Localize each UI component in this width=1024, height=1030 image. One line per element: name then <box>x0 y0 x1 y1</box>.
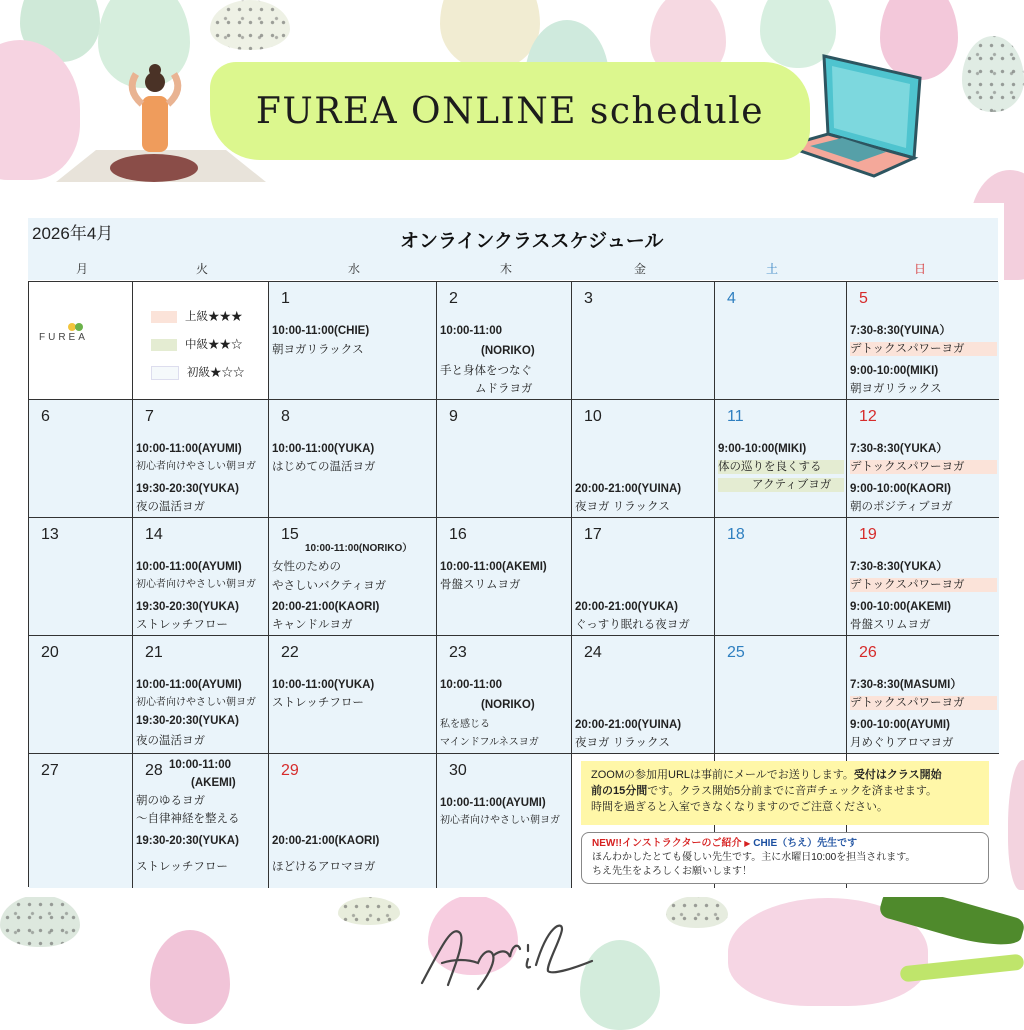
class-time: 9:00-10:00(MIKI) <box>850 365 939 377</box>
logo-cell <box>29 282 133 400</box>
day-cell <box>437 518 572 636</box>
new-instructor-greeting: ちえ先生をよろしくお願いします！ <box>592 866 752 877</box>
class-time: 7:30-8:30(MASUMI） <box>850 679 962 691</box>
class-time: 10:00-11:00(AYUMI) <box>440 797 546 809</box>
new-instructor-name: CHIE（ちえ）先生です <box>753 838 858 849</box>
class-name: 体の巡りを良くする <box>718 460 844 474</box>
day-number: 11 <box>727 408 744 425</box>
class-time: 19:30-20:30(YUKA) <box>136 715 239 727</box>
class-instructor: (AKEMI) <box>191 777 236 789</box>
day-cell <box>715 400 847 518</box>
april-signature <box>412 915 602 995</box>
day-cell <box>847 282 999 400</box>
day-number: 23 <box>449 644 467 661</box>
day-cell <box>847 518 999 636</box>
day-number: 24 <box>584 644 602 661</box>
day-cell <box>847 636 999 754</box>
day-cell <box>572 282 715 400</box>
class-name: 手と身体をつなぐ <box>440 365 532 377</box>
class-name: ストレッチフロー <box>136 861 228 873</box>
class-name: 初心者向けやさしい朝ヨガ <box>136 579 256 590</box>
class-time: 10:00-11:00(YUKA) <box>272 679 375 691</box>
class-time: 10:00-11:00(NORIKO） <box>305 543 413 554</box>
decor-egg <box>150 930 230 1024</box>
day-number: 16 <box>449 526 467 543</box>
day-cell <box>437 754 572 888</box>
class-time: 7:30-8:30(YUKA） <box>850 561 948 573</box>
day-number: 22 <box>281 644 299 661</box>
class-time: 19:30-20:30(YUKA) <box>136 835 239 847</box>
class-time: 19:30-20:30(YUKA) <box>136 483 239 495</box>
class-name: 夜の温活ヨガ <box>136 735 205 747</box>
class-name: ぐっすり眠れる夜ヨガ <box>575 619 690 631</box>
class-time: 10:00-11:00(AYUMI) <box>136 679 242 691</box>
class-time: 10:00-11:00(AYUMI) <box>136 561 242 573</box>
day-number: 7 <box>145 408 154 425</box>
class-time: 10:00-11:00 <box>440 325 503 337</box>
day-cell <box>269 754 437 888</box>
day-cell <box>437 636 572 754</box>
class-time: 9:00-10:00(AKEMI) <box>850 601 951 613</box>
class-name: 朝ヨガリラックス <box>850 383 942 395</box>
class-name: デトックスパワーヨガ <box>850 460 997 474</box>
class-time: 20:00-21:00(KAORI) <box>272 601 380 613</box>
day-cell <box>133 400 269 518</box>
class-time: 10:00-11:00(AKEMI) <box>440 561 547 573</box>
day-cell <box>437 400 572 518</box>
legend-advanced: 上級★★★ <box>151 308 243 324</box>
class-name: ストレッチフロー <box>136 619 228 631</box>
day-number: 29 <box>281 762 299 779</box>
day-cell <box>29 636 133 754</box>
legend-cell <box>133 282 269 400</box>
new-instructor-tag: NEW!!インストラクターのご紹介 <box>592 838 742 849</box>
day-number: 28 <box>145 762 163 779</box>
day-number: 19 <box>859 526 877 543</box>
class-time: 9:00-10:00(KAORI) <box>850 483 951 495</box>
day-cell <box>572 400 715 518</box>
new-instructor-box <box>581 832 989 884</box>
class-time: 20:00-21:00(YUINA) <box>575 719 682 731</box>
class-name: ～自律神経を整える <box>136 813 240 825</box>
class-name: デトックスパワーヨガ <box>850 578 997 592</box>
furea-logo: FUREA <box>39 332 88 343</box>
class-name: 夜の温活ヨガ <box>136 501 205 513</box>
day-number: 27 <box>41 762 59 779</box>
class-instructor: (NORIKO) <box>481 345 535 357</box>
class-name: やさしいバクティヨガ <box>272 580 387 592</box>
class-name: 月めぐりアロマヨガ <box>850 737 954 749</box>
class-name: 骨盤スリムヨガ <box>850 619 931 631</box>
day-cell <box>572 636 715 754</box>
day-number: 14 <box>145 526 163 543</box>
arrow-icon: ▶ <box>744 839 751 848</box>
legend-intermediate: 中級★★☆ <box>151 336 243 352</box>
day-number: 6 <box>41 408 50 425</box>
day-number: 9 <box>449 408 458 425</box>
class-time: 20:00-21:00(YUKA) <box>575 601 678 613</box>
class-name: 私を感じる <box>440 719 490 730</box>
class-name: 骨盤スリムヨガ <box>440 579 521 591</box>
weekday-thu: 木 <box>499 262 512 276</box>
decor-egg <box>962 36 1024 112</box>
class-name: 朝のゆるヨガ <box>136 795 205 807</box>
day-cell <box>133 636 269 754</box>
day-number: 26 <box>859 644 877 661</box>
class-time: 7:30-8:30(YUINA） <box>850 325 951 337</box>
class-time: 9:00-10:00(AYUMI) <box>850 719 950 731</box>
class-time: 10:00-11:00 <box>169 759 232 771</box>
day-number: 20 <box>41 644 59 661</box>
day-cell <box>29 518 133 636</box>
day-number: 3 <box>584 290 593 307</box>
class-time: 20:00-21:00(YUINA) <box>575 483 682 495</box>
class-name: ムドラヨガ <box>475 383 533 395</box>
class-name: 女性のための <box>272 561 341 573</box>
class-name: 夜ヨガ リラックス <box>575 737 670 749</box>
class-name: キャンドルヨガ <box>272 619 353 631</box>
class-name: はじめての温活ヨガ <box>272 461 376 473</box>
decor-tulip <box>1008 760 1024 890</box>
day-number: 13 <box>41 526 59 543</box>
decor-egg <box>666 896 728 928</box>
weekday-sat: 土 <box>765 262 778 276</box>
furea-logo-mark <box>67 322 85 332</box>
class-name: 初心者向けやさしい朝ヨガ <box>136 461 256 472</box>
class-time: 19:30-20:30(YUKA) <box>136 601 239 613</box>
day-cell <box>269 518 437 636</box>
decor-egg <box>440 0 540 70</box>
page-title: FUREA ONLINE schedule <box>255 90 765 132</box>
title-banner <box>210 62 810 160</box>
day-cell <box>29 754 133 888</box>
day-cell <box>269 636 437 754</box>
day-number: 10 <box>584 408 602 425</box>
class-time: 20:00-21:00(KAORI) <box>272 835 380 847</box>
day-cell <box>269 400 437 518</box>
day-cell <box>715 282 847 400</box>
day-cell <box>847 400 999 518</box>
weekday-wed: 水 <box>347 262 360 276</box>
decor-egg <box>338 897 400 925</box>
class-instructor: (NORIKO) <box>481 699 535 711</box>
class-name: マインドフルネスヨガ <box>440 737 539 748</box>
class-name: 初心者向けやさしい朝ヨガ <box>136 697 256 708</box>
weekday-sun: 日 <box>913 262 926 276</box>
class-name: デトックスパワーヨガ <box>850 342 997 356</box>
day-cell <box>133 518 269 636</box>
class-name: 朝ヨガリラックス <box>272 344 364 356</box>
weekday-fri: 金 <box>633 262 646 276</box>
day-number: 30 <box>449 762 467 779</box>
class-name: ストレッチフロー <box>272 697 364 709</box>
class-name: 朝のポジティブヨガ <box>850 501 953 513</box>
class-time: 7:30-8:30(YUKA） <box>850 443 948 455</box>
class-time: 10:00-11:00 <box>440 679 503 691</box>
class-time: 10:00-11:00(CHIE) <box>272 325 370 337</box>
class-name: 初心者向けやさしい朝ヨガ <box>440 815 560 826</box>
class-name: アクティブヨガ <box>718 478 844 492</box>
day-cell <box>29 400 133 518</box>
day-number: 21 <box>145 644 163 661</box>
day-number: 4 <box>727 290 736 307</box>
month-label: 2026年4月 <box>32 224 114 243</box>
day-cell <box>572 518 715 636</box>
decor-egg <box>0 895 80 947</box>
decor-egg <box>210 0 290 50</box>
weekday-tue: 火 <box>195 262 208 276</box>
day-number: 1 <box>281 290 290 307</box>
day-number: 8 <box>281 408 290 425</box>
legend-beginner: 初級★☆☆ <box>151 364 245 380</box>
class-time: 10:00-11:00(YUKA) <box>272 443 375 455</box>
day-cell <box>437 282 572 400</box>
class-name: デトックスパワーヨガ <box>850 696 997 710</box>
day-cell <box>133 754 269 888</box>
day-cell <box>715 518 847 636</box>
class-time: 10:00-11:00(AYUMI) <box>136 443 242 455</box>
class-name: 夜ヨガ リラックス <box>575 501 670 513</box>
day-number: 5 <box>859 290 868 307</box>
calendar-title: オンラインクラススケジュール <box>400 231 664 252</box>
day-number: 17 <box>584 526 602 543</box>
class-time: 9:00-10:00(MIKI) <box>718 443 807 455</box>
day-number: 25 <box>727 644 745 661</box>
day-cell <box>715 636 847 754</box>
day-number: 18 <box>727 526 745 543</box>
day-cell <box>269 282 437 400</box>
day-number: 12 <box>859 408 877 425</box>
weekday-mon: 月 <box>75 262 88 276</box>
day-number: 2 <box>449 290 458 307</box>
day-number: 15 <box>281 526 299 543</box>
new-instructor-desc: ほんわかしたとても優しい先生です。主に水曜日10:00を担当されます。 <box>592 852 916 863</box>
zoom-notice: ZOOMの参加用URLは事前にメールでお送りします。受付はクラス開始 前の15分間です。クラス開始5分前までに音声チェックを済ませます。 時間を過ぎると入室できなくなりますのでご注意ください。 <box>581 761 989 825</box>
class-name: ほどけるアロマヨガ <box>272 861 376 873</box>
